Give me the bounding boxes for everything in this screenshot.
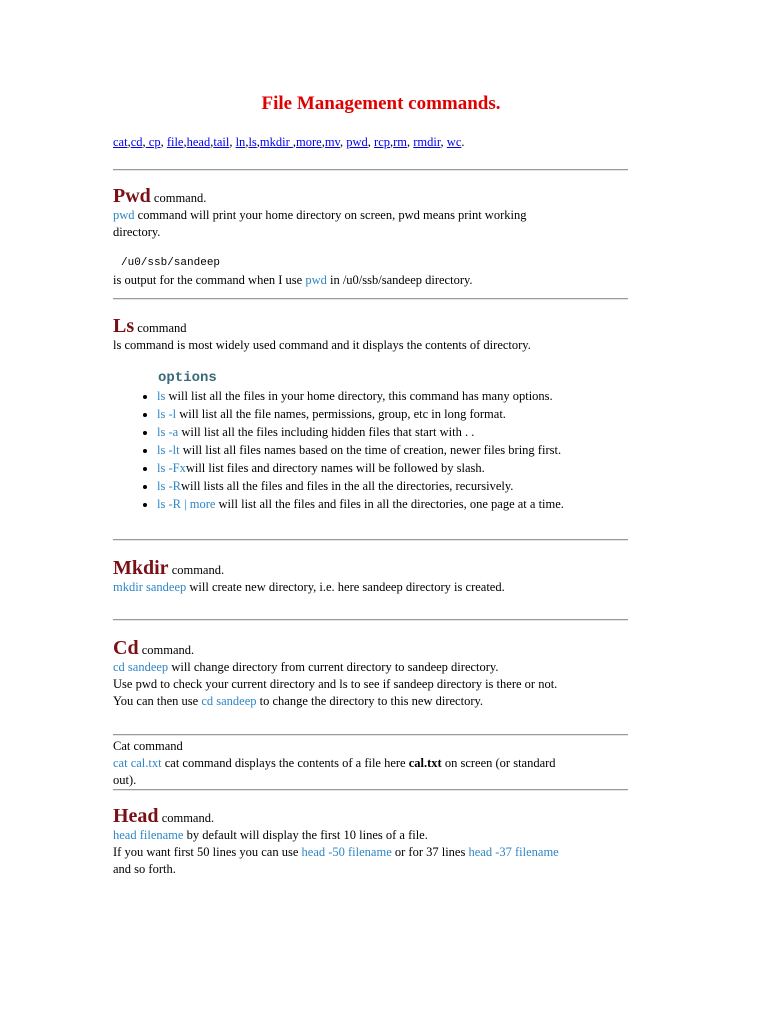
pwd-output-suffix: in /u0/ssb/sandeep directory.	[326, 273, 473, 287]
list-item	[157, 441, 653, 459]
mkdir-heading-suffix: command.	[168, 563, 225, 577]
cat-text3: out).	[113, 773, 137, 787]
head-heading-suffix: command.	[158, 811, 215, 825]
link-cat[interactable]: cat	[113, 135, 128, 149]
option-cmd: ls	[157, 389, 166, 403]
cd-line1: will change directory from current directory to sandeep directory.	[168, 660, 499, 674]
link-head[interactable]: head	[186, 135, 211, 149]
mkdir-cmd: mkdir sandeep	[113, 580, 187, 594]
option-cmd: ls -R	[157, 479, 181, 493]
head-line2-prefix: If you want first 50 lines you can use	[113, 845, 302, 859]
ls-options-title: options	[158, 370, 217, 386]
option-text: will list all files names based on the time of creation, newer files bring first.	[179, 443, 562, 457]
head-line2-cmd1: head -50 filename	[301, 845, 392, 859]
pwd-example: /u0/ssb/sandeep	[121, 257, 221, 269]
mkdir-text: will create new directory, i.e. here sandeep directory is created.	[186, 580, 505, 594]
option-cmd: ls -lt	[157, 443, 180, 457]
divider	[113, 169, 628, 171]
ls-heading: Ls	[113, 315, 135, 337]
divider	[113, 539, 628, 541]
link-more[interactable]: more	[296, 135, 322, 149]
option-text: will list all the files including hidden files that start with . .	[178, 425, 475, 439]
head-cmd: head filename	[113, 828, 184, 842]
link-cd[interactable]: cd	[130, 135, 143, 149]
mkdir-section	[113, 557, 653, 596]
list-item	[157, 459, 653, 477]
cd-line3-suffix: to change the directory to this new directory.	[256, 694, 484, 708]
ls-desc: ls command is most widely used command and it displays the contents of directory.	[113, 338, 531, 352]
option-text: will list files and directory names will be followed by slash.	[185, 461, 485, 475]
head-line1: by default will display the first 10 lines of a file.	[183, 828, 428, 842]
head-line2-cmd2: head -37 filename	[468, 845, 559, 859]
divider	[113, 619, 628, 621]
link-pwd[interactable]: pwd	[346, 135, 368, 149]
cd-line2: Use pwd to check your current directory and ls to see if sandeep directory is there or not.	[113, 677, 558, 691]
link-mv[interactable]: mv	[324, 135, 340, 149]
cat-bold: cal.txt	[408, 756, 442, 770]
divider	[113, 734, 628, 736]
divider	[113, 789, 628, 791]
pwd-output-cmd: pwd	[305, 273, 327, 287]
cat-text1: cat command displays the contents of a file here	[161, 756, 409, 770]
pwd-desc-1: command will print your home directory on screen, pwd means print working	[134, 208, 527, 222]
cd-heading-suffix: command.	[138, 643, 195, 657]
option-cmd: ls -a	[157, 425, 179, 439]
pwd-cmd: pwd	[113, 208, 135, 222]
list-item	[157, 495, 653, 513]
link-file[interactable]: file	[166, 135, 184, 149]
mkdir-heading: Mkdir	[113, 557, 169, 579]
pwd-output-prefix: is output for the command when I use	[113, 273, 306, 287]
ls-section	[113, 315, 653, 513]
head-section	[113, 805, 653, 878]
ls-options-list	[113, 387, 653, 513]
link-mkdir[interactable]: mkdir	[259, 135, 293, 149]
option-text: will lists all the files and files in the all the directories, recursively.	[180, 479, 514, 493]
cat-heading: Cat command	[113, 739, 183, 753]
link-wc[interactable]: wc	[446, 135, 462, 149]
pwd-desc-2: directory.	[113, 225, 161, 239]
link-rmdir[interactable]: rmdir	[413, 135, 441, 149]
option-cmd: ls -R | more	[157, 497, 216, 511]
link-tail[interactable]: tail	[213, 135, 230, 149]
pwd-heading-suffix: command.	[150, 191, 207, 205]
cd-heading: Cd	[113, 637, 139, 659]
link-ls[interactable]: ls	[248, 135, 257, 149]
link-ln[interactable]: ln	[235, 135, 246, 149]
page-title: File Management commands.	[261, 93, 501, 114]
link-cp[interactable]: cp	[145, 135, 161, 149]
cd-cmd: cd sandeep	[113, 660, 169, 674]
head-line2-mid: or for 37 lines	[391, 845, 469, 859]
cd-line3-prefix: You can then use	[113, 694, 202, 708]
pwd-heading: Pwd	[113, 185, 151, 207]
cat-text2: on screen (or standard	[441, 756, 556, 770]
option-text: will list all the files in your home directory, this command has many options.	[165, 389, 553, 403]
list-item	[157, 405, 653, 423]
list-item	[157, 387, 653, 405]
option-cmd: ls -l	[157, 407, 177, 421]
cat-section	[113, 738, 653, 789]
cd-section	[113, 637, 653, 710]
head-line3: and so forth.	[113, 862, 176, 876]
list-item	[157, 477, 653, 495]
list-item	[157, 423, 653, 441]
link-rm[interactable]: rm	[393, 135, 408, 149]
option-cmd: ls -Fx	[157, 461, 186, 475]
cd-line3-cmd: cd sandeep	[201, 694, 257, 708]
ls-heading-suffix: command	[134, 321, 187, 335]
cat-cmd: cat cal.txt	[113, 756, 162, 770]
option-text: will list all the files and files in all the directories, one page at a time.	[215, 497, 564, 511]
link-rcp[interactable]: rcp	[374, 135, 390, 149]
pwd-section	[113, 185, 653, 289]
divider	[113, 298, 628, 300]
head-heading: Head	[113, 805, 159, 827]
option-text: will list all the file names, permissions, group, etc in long format.	[176, 407, 506, 421]
command-links: cat,cd, cp, file,head,tail, ln,ls,mkdir ,more,mv, pwd, rcp,rm, rmdir, wc.	[113, 135, 465, 149]
